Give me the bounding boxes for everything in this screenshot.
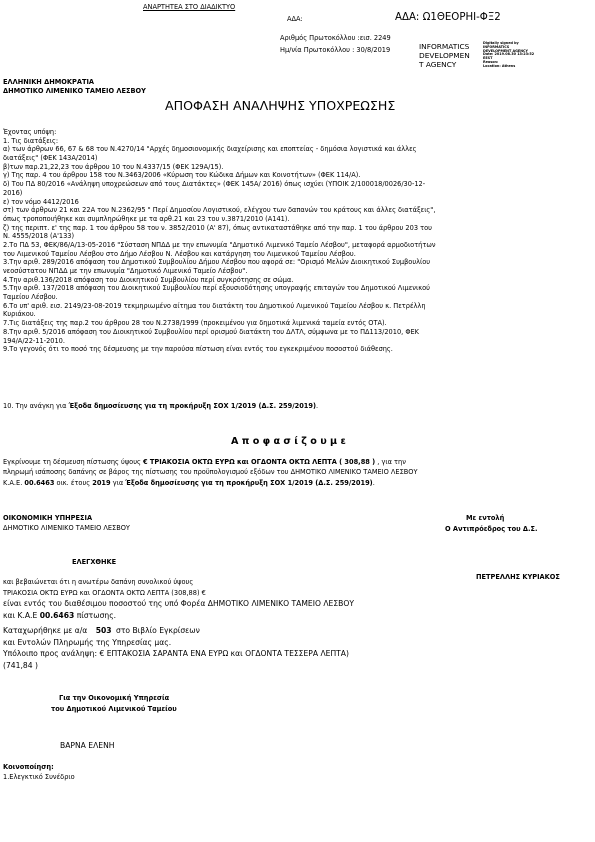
verification-line-2: ΤΡΙΑΚΟΣΙΑ ΟΚΤΩ ΕΥΡΩ και ΟΓΔΟΝΤΑ ΟΚΤΩ ΛΕΠΤΑ (308,88) € [3, 589, 206, 597]
posted-online-label: ΑΝΑΡΤΗΤΕΑ ΣΤΟ ΔΙΑΔΙΚΤΥΟ [143, 3, 236, 11]
body-line: 9.Το γεγονός ότι το ποσό της δέσμευσης με την παρούσα πίστωση είναι εντός του εγκεκριμένου ποσοστού διάθεσης. [3, 345, 393, 354]
approval-line-3: Κ.Α.Ε. 00.6463 οικ. έτους 2019 για Έξοδα δημοσίευσης για τη προκήρυξη ΣΟΧ 1/2019 (Δ.Σ. 259/2019). [3, 479, 375, 487]
verification-line-3: είναι εντός του διαθέσιμου ποσοστού της υπό Φορέα ΔΗΜΟΤΙΚΟ ΛΙΜΕΝΙΚΟ ΤΑΜΕΙΟ ΛΕΣΒΟΥ [3, 599, 354, 608]
econ-service-line-2: του Δημοτικού Λιμενικού Ταμείου [51, 705, 177, 713]
decision-heading: Α π ο φ α σ ί ζ ο υ μ ε [231, 436, 346, 447]
verification-line-4: και Κ.Α.Ε 00.6463 πίστωσης. [3, 611, 117, 620]
cc-label: Κοινοποίηση: [3, 763, 54, 771]
body-line: διατάξεις" (ΦΕΚ 143Α/2014) [3, 154, 98, 163]
protocol-date: Ημ/νία Πρωτοκόλλου : 30/8/2019 [280, 46, 391, 54]
service-title: ΟΙΚΟΝΟΜΙΚΗ ΥΠΗΡΕΣΙΑ [3, 514, 93, 522]
body-line: 3.Την αριθ. 289/2016 απόφαση του Δημοτικού Συμβουλίου Δήμου Λέσβου που αφορά σε: "Ορισμό Μελών Διοικητικού Συμβουλίου [3, 258, 431, 267]
verification-line-5: Καταχωρήθηκε με α/α 503 στο Βιβλίο Εγκρίσεων [3, 626, 200, 635]
ada-label: ΑΔΑ: [287, 15, 303, 23]
body-line: στ) των άρθρων 21 και 22Α του Ν.2362/95 " Περί Δημοσίου Λογιστικού, ελέγχου των δαπανών του κράτους και άλλες διατάξεις", [3, 206, 436, 215]
body-line: 194/Α/22-11-2010. [3, 336, 65, 345]
econ-service-line-1: Για την Οικονομική Υπηρεσία [59, 694, 170, 702]
org-line-republic: ΕΛΛΗΝΙΚΗ ΔΗΜΟΚΡΑΤΙΑ [3, 78, 95, 86]
body-line: του Λιμενικού Ταμείου Λέσβου στο Δήμο Λέσβου Ν. Λέσβου και κατάργηση του Λιμενικού Ταμείου Λέσβου. [3, 249, 356, 258]
body-line: γ) Της παρ. 4 του άρθρου 158 του Ν.3463/2006 «Κύρωση του Κώδικα Δήμων και Κοινοτήτων» (ΦΕΚ 114/Α). [3, 171, 361, 180]
approval-line-2: πληρωμή ισάποσης δαπάνης σε βάρος της πίστωσης του προϋπολογισμού εξόδων του ΔΗΜΟΤΙΚΟ ΛΙΜΕΝΙΚΟ ΤΑΜΕΙΟ ΛΕΣΒΟΥ [3, 468, 418, 476]
body-line: α) των άρθρων 66, 67 & 68 του Ν.4270/14 "Αρχές δημοσιονομικής διαχείρισης και εποπτείας - δημόσια λογιστικά και άλλες [3, 145, 417, 154]
body-line: νεοσύστατου ΝΠΔΔ με την επωνυμία "Δημοτικό Λιμενικό Ταμείο Λέσβου". [3, 267, 248, 275]
verification-line-1: και βεβαιώνεται ότι η ανωτέρω δαπάνη συνολικού ύψους [3, 578, 194, 586]
informatics-agency-text: INFORMATICS DEVELOPMEN T AGENCY [419, 42, 470, 69]
page-title: ΑΠΟΦΑΣΗ ΑΝΑΛΗΨΗΣ ΥΠΟΧΡΕΩΣΗΣ [165, 98, 396, 113]
body-line: Κυριάκου. [3, 310, 36, 319]
body-line: Ταμείου Λέσβου. [3, 293, 58, 302]
body-line: 2016) [3, 188, 23, 197]
body-line: Ν. 4555/2018 (Α'133) [3, 232, 75, 241]
service-org: ΔΗΜΟΤΙΚΟ ΛΙΜΕΝΙΚΟ ΤΑΜΕΙΟ ΛΕΣΒΟΥ [3, 524, 130, 532]
by-order-label: Με εντολή [466, 514, 505, 522]
signer-name: ΠΕΤΡΕΛΛΗΣ ΚΥΡΙΑΚΟΣ [476, 573, 560, 581]
verification-line-7: Υπόλοιπο προς ανάληψη: € ΕΠΤΑΚΟΣΙΑ ΣΑΡΑΝΤΑ ΕΝΑ ΕΥΡΩ και ΟΓΔΟΝΤΑ ΤΕΣΣΕΡΑ ΛΕΠΤΑ) [3, 649, 349, 658]
body-line: 5.Την αριθ. 137/2018 απόφαση του Διοικητικού Συμβουλίου περί εξουσιοδότησης υπογραφής επιταγών του Δημοτικού Λιμενικού [3, 284, 430, 293]
checked-label: ΕΛΕΓΧΘΗΚΕ [72, 558, 117, 566]
officer-name: ΒΑΡΝΑ ΕΛΕΝΗ [60, 741, 115, 750]
org-line-fund: ΔΗΜΟΤΙΚΟ ΛΙΜΕΝΙΚΟ ΤΑΜΕΙΟ ΛΕΣΒΟΥ [3, 87, 146, 95]
approval-line-1: Εγκρίνουμε τη δέσμευση πίστωσης ύψους € ΤΡΙΑΚΟΣΙΑ ΟΚΤΩ ΕΥΡΩ και ΟΓΔΟΝΤΑ ΟΚΤΩ ΛΕΠΤΑ ( 308,88 ) , για την [3, 458, 406, 466]
digital-signature-stamp: Digitally signed by INFORMATICS DEVELOPMENT AGENCY Date: 2019.08.30 13:23:52 EEST Reason: Location: Athens [483, 41, 535, 68]
cc-item: 1.Ελεγκτικό Συνέδριο [3, 773, 75, 781]
verification-line-6: και Εντολών Πληρωμής της Υπηρεσίας μας. [3, 638, 172, 647]
body-line: δ) Του ΠΔ 80/2016 «Ανάληψη υποχρεώσεων από τους Διατάκτες» (ΦΕΚ 145Α/ 2016) όπως ισχύει (ΥΠΟΙΚ 2/100018/0026/30-12- [3, 180, 426, 189]
body-line: 4.Την αριθ.136/2018 απόφαση του Διοικητικού Συμβουλίου περί συγκρότησης σε σώμα. [3, 275, 294, 284]
body-line: 2.Το ΠΔ 53, ΦΕΚ/86/Α/13-05-2016 "Σύσταση ΝΠΔΔ με την επωνυμία "Δημοτικό Λιμενικό Ταμείο Λέσβου", μεταφορά αρμοδιοτήτων [3, 240, 436, 249]
body-line: 8.Την αριθ. 5/2016 απόφαση του Διοικητικού Συμβουλίου περί ορισμού διατάκτη του ΔΛΤΛ, σύμφωνα με το ΠΔ113/2010, ΦΕΚ [3, 327, 420, 336]
body-line: ζ) της περιπτ. ε' της παρ. 1 του άρθρου 58 του ν. 3852/2010 (Α' 87), όπως αντικαταστάθηκε από την παρ. 1 του άρθρου 203 του [3, 223, 432, 232]
body-line: Έχοντας υπόψη: [3, 128, 57, 136]
verification-line-8: (741,84 ) [3, 661, 38, 670]
protocol-number: Αριθμός Πρωτοκόλλου :εισ. 2249 [280, 34, 391, 42]
body-line: όπως τροποποιήθηκε και συμπληρώθηκε με τα αρθ.21 και 23 του ν.3871/2010 (Α141). [3, 214, 290, 223]
body-line: 1. Τις διατάξεις: [3, 136, 59, 145]
item-10: 10. Την ανάγκη για Έξοδα δημοσίευσης για τη προκήρυξη ΣΟΧ 1/2019 (Δ.Σ. 259/2019). [3, 402, 319, 410]
ada-value: ΑΔΑ: Ω1ΘΕΟΡΗΙ-ΦΞ2 [395, 12, 501, 23]
deputy-label: Ο Αντιπρόεδρος του Δ.Σ. [445, 525, 538, 533]
considerations-list [3, 128, 591, 354]
body-line: 6.Το υπ' αριθ. εισ. 2149/23-08-2019 τεκμηριωμένο αίτημα του διατάκτη του Δημοτικού Λιμενικού Ταμείου Λέσβου κ. Πετρέλλη [3, 301, 426, 310]
body-line: ε) τον νόμο 4412/2016 [3, 197, 79, 206]
body-line: 7.Τις διατάξεις της παρ.2 του άρθρου 28 του Ν.2738/1999 (προκειμένου για δημοτικά λιμενικά ταμεία εντός ΟΤΑ). [3, 319, 387, 328]
body-line: β)των παρ.21,22,23 του άρθρου 10 του Ν.4337/15 (ΦΕΚ 129Α/15). [3, 162, 224, 171]
